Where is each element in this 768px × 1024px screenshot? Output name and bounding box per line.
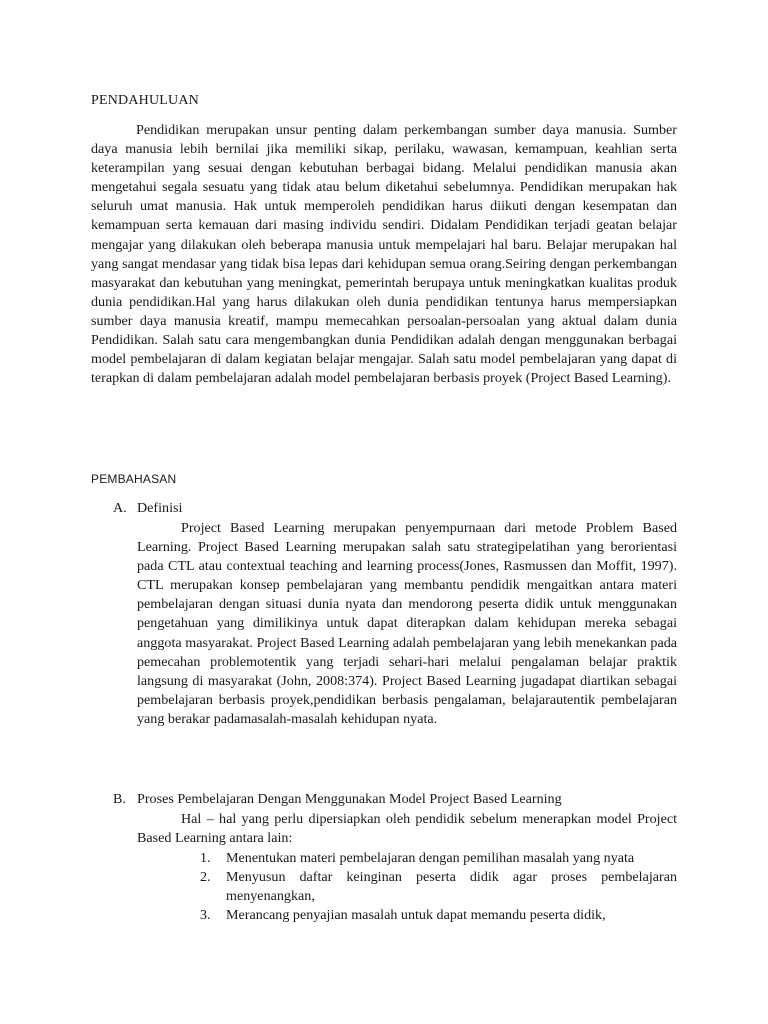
section-a-body: Project Based Learning merupakan penyempurnaan dari metode Problem Based Learning. Project Based Learning merupakan salah satu strategipelatihan yang berorientasi pada CTL atau contextual teaching and learning process(Jones, Rasmussen dan Moffit, 1997). CTL merupakan konsep pembelajaran yang membantu pendidik mengaitkan antara materi pembelajaran dengan situasi dunia nyata dan mendorong peserta didik untuk menggunakan pengetahuan yang dimilikinya untuk dapat diterapkan dalam kehidupan mereka sebagai anggota masyarakat. Project Based Learning adalah pembelajaran yang lebih menekankan pada pemecahan problemotentik yang terjadi sehari-hari melalui pengalaman belajar praktik langsung di masyarakat (John, 2008:374). Project Based Learning jugadapat diartikan sebagai pembelajaran berbasis proyek,pendidikan berbasis pengalaman, belajarautentik pembelajaran yang berakar padamasalah-masalah kehidupan nyata. <box>137 520 677 727</box>
section-b-steps <box>200 849 677 925</box>
list-item <box>200 906 677 925</box>
list-item <box>200 868 677 906</box>
section-b-marker: B. <box>113 791 126 807</box>
list-item-text: Merancang penyajian masalah untuk dapat memandu peserta didik, <box>226 907 606 924</box>
section-b-title: Proses Pembelajaran Dengan Menggunakan Model Project Based Learning <box>137 791 562 807</box>
section-a-title: Definisi <box>137 500 183 516</box>
intro-paragraph: Pendidikan merupakan unsur penting dalam perkembangan sumber daya manusia. Sumber daya manusia lebih bernilai jika memiliki sikap, perilaku, wawasan, kemampuan, keahlian serta keterampilan yang sesuai dengan kebutuhan berbagai bidang. Melalui pendidikan manusia akan mengetahui segala sesuatu yang tidak atau belum diketahui sebelumnya. Pendidikan merupakan hak seluruh umat manusia. Hak untuk memperoleh pendidikan harus diikuti dengan kesempatan dan kemampuan serta kemauan dari masing individu sendiri. Didalam Pendidikan terjadi geatan belajar mengajar yang dilakukan oleh beberapa manusia untuk mempelajari hal baru. Belajar merupakan hal yang sangat mendasar yang tidak bisa lepas dari kehidupan semua orang.Seiring dengan perkembangan masyarakat dan kebutuhan yang meningkat, pemerintah berupaya untuk meningkatkan kualitas produk dunia pendidikan.Hal yang harus dilakukan oleh dunia pendidikan tentunya harus mempersiapkan sumber daya manusia kreatif, mampu memecahkan persoalan-persoalan yang aktual dalam dunia Pendidikan. Salah satu cara mengembangkan dunia Pendidikan adalah dengan menggunakan berbagai model pembelajaran di dalam kegiatan belajar mengajar. Salah satu model pembelajaran yang dapat di terapkan di dalam pembelajaran adalah model pembelajaran berbasis proyek (Project Based Learning). <box>91 122 677 387</box>
list-item-text: Menyusun daftar keinginan peserta didik agar proses pembelajaran menyenangkan, <box>226 869 677 905</box>
section-a-marker: A. <box>113 500 127 516</box>
discussion-heading: PEMBAHASAN <box>91 472 177 486</box>
list-item-number: 3. <box>200 907 211 924</box>
list-item-number: 1. <box>200 850 211 866</box>
intro-heading: PENDAHULUAN <box>91 93 199 108</box>
section-b-intro: Hal – hal yang perlu dipersiapkan oleh pendidik sebelum menerapkan model Project Based Learning antara lain: <box>137 811 677 847</box>
list-item-number: 2. <box>200 869 211 886</box>
list-item-text: Menentukan materi pembelajaran dengan pemilihan masalah yang nyata <box>226 850 635 866</box>
list-item <box>200 849 677 868</box>
